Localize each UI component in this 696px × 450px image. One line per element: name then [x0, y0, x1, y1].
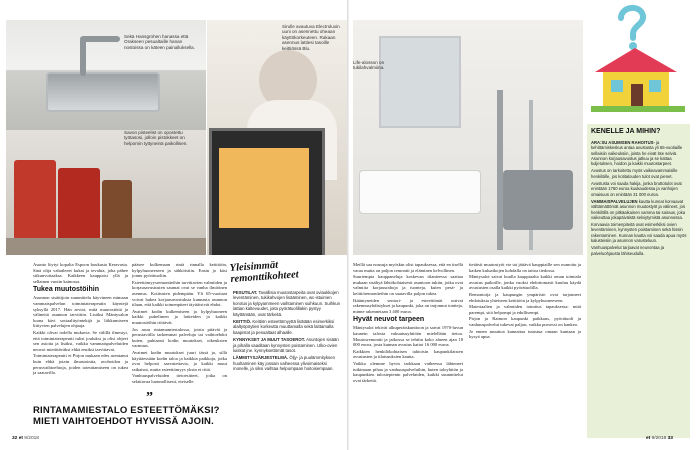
caption-bath: Life-alosson on tukilahvalmiina. — [353, 60, 385, 71]
bathroom-photo — [353, 20, 583, 255]
woman-at-oven-photo — [207, 20, 347, 255]
sidebar-list — [233, 290, 341, 374]
article-column-4 — [469, 262, 581, 341]
footer-right — [646, 436, 673, 441]
sidebar-item-text: Keittiön esteettömyyttä lisätään esimerkiksi alaltyöpöytien korkeutta muuttamalla sekä laittamalla kaapistot ja pesualtaat alhaalle. — [233, 319, 335, 335]
info-paragraph: Vanhuuspalvelut tarjoavat neuvontaa ja palveluohjausta lähiseudulla. — [591, 245, 665, 256]
sidebar-item-keyword: PESUTILAT. — [233, 290, 258, 295]
issue-number: 9/2018 — [24, 436, 39, 441]
oven-window — [219, 148, 309, 228]
bathroom-mirror — [379, 36, 461, 128]
brown-tin — [102, 180, 132, 240]
caption-sink: Sekä Hansgrohen hanassa että Orakseen pesualtaille hanan nostoissa on käteen painalluksella. — [124, 34, 195, 50]
washbasin — [359, 170, 481, 214]
article-column-2 — [132, 262, 227, 385]
info-paragraph: ja kehittämiskeskus antaa avustusta yli 65-vuotiaille sellaisiin vaikeuksiin, joista he eivät itse selviä. Asunnon korjausavustus jatkuu ja se kattaa kuljetuksen, hoidon ja kaikki muutostarpeet. — [591, 140, 683, 167]
sidebar-item-text: Tavallisia muutostarpeita ovat oviaukkojen leventäminen, tukikahvojen lisääminen, wc-istuimen korotus ja kylpyammeen vaihtaminen suihkuun. Suihkun lattian kaltevuudet, joita pyörätuolillakin pystyy käyttämään, ovat tärkeitä. — [233, 290, 341, 317]
paragraph: Avaimet kodin muutokset juuri tässä ja, sillä käyttäessään kodin taloa ja kaikkia paikkoja, jotka ovat helposti saavutettavia, ja kaikki muut ratkaisut, mutta esteettömyys yksin ei riitä. — [132, 349, 227, 372]
page-number: 33 — [667, 436, 673, 441]
paragraph: Vaikka olemme hyvin tarkkaan vaiheessa lähteneet tutkimaan pihaa ja vanhuuspalveluihin, kuten taloyhtiön ja kaupunkien tulostepienin palveluiden, kaikki suunnittelut ovat tärkeitä. — [353, 360, 463, 383]
paragraph: Toimintaterapeutti ei Pirjon mukaan edes asentanut kuin ehkä jotain ilmastointia, avohoidon ja perusvaihtoehtoja, joiden toteuttamiseen on tukea ja saatavilla. — [33, 353, 128, 376]
info-paragraph: Avustusta voi saada hakija, jonka bruttotulot ovat enintään 1760 euroa kuukaudessa ja vanhojen omaisuus on enintään 31 000 euroa. — [591, 181, 682, 197]
info-keyword: VAMMAISPALVELUJEN — [591, 198, 638, 204]
paragraph: Jo ennen muuttoa kannattaa tutustua omaan kuntaan ja kysyä apua. — [469, 328, 581, 340]
page-number: 32 — [12, 436, 18, 441]
subheading: Tukea muutostöihin — [33, 286, 99, 294]
tap-body — [80, 38, 86, 76]
info-paragraph: kautta kunnat korvaavat välttämättömät asunnon muutostyöt ja välineet, jos henkilöllä on pitkäaikainen vamma tai sairaus, joka vaikeuttaa jokapäiväistä selviytymistä asunnossa. — [591, 198, 686, 220]
sidebar-heading: Yleisimmät remonttikohteet — [229, 259, 299, 286]
paragraph: Meillä saa nousuja myöskin olisi tapauksessa, että en itsellä varaa mutta on paljon remontit ja eläminen kelvollinen. — [353, 262, 463, 273]
paragraph: Esteettömyysremontteihin tarvittavien valmiiden ja korjausavustusten saumat ovat se vanha ilmiöinen asennus. Kotiiusten pidempään. Yli 65-vuotiaat voivat hakea korjausavustuksia kunnasta asunnon tilaan, että kaikki toimenpiteet täyttäisivät ehdot. — [132, 279, 227, 308]
quote-mark: ” — [146, 390, 153, 405]
subheading: Hyvät neuvot tarpeen — [353, 316, 425, 324]
paragraph: Asunto löytyi kopalta Espoon boukasta Keravasta. Sinä olija vahaileeet kukat ja tevahia, joha pähee siikunvoitaaksa. Kaikkeen kauppaisi yllä ja sellainen vuotin kainossa. — [33, 262, 128, 284]
info-paragraph: Korvaavia toimenpiteitä ovat esimerkiksi ovien leventäminen, kynnysten poistaminen sekä hissin rakentaminen. Kunnan kautta voi saada apua myös kalusteisiin ja asunnon varusteluun. — [591, 222, 687, 244]
paragraph: Pirjon ja Raimon kaupunki paikkaus, pyörätuoli ja vanhuuspalvelut tukevat paljon, vaikka prosessi on kankea. — [469, 316, 581, 327]
article-column-1 — [33, 262, 128, 377]
caption-tins: Savon pisteelist on opostettu työtasosi, jolloin pistokkeet on helpomin tyttyneinä paikollisen. — [124, 130, 188, 146]
info-box-title: KENELLE JA MIHIN? — [591, 128, 661, 135]
sidebar-item — [233, 355, 341, 371]
tap-spout — [80, 36, 120, 42]
sink-basin — [46, 72, 160, 112]
sidebar-item-keyword: KEITTIÖ. — [233, 319, 252, 325]
sidebar-item-text: Asuntojen sisään ja pihalla vaaditaan kynnysten poistaminen. Ulko-ovien luiskat jne. kynnyksettömät tasot. — [233, 337, 339, 354]
kitchen-tins-photo — [6, 130, 206, 255]
paragraph: Avaimet kodin kulkemiseen ja kylpyhuoneen kaikki puhelimen ja laitteiden ja kaikki muutostöihin riittävät. — [132, 308, 227, 325]
paragraph: Kaikki olivat todella mukavia. Se välillä ilmestyi, että toimintaterapeutti tulisi jouluksi ja olisi ohjeet sen asioita ja lisäksi, vaikka vammaispalveluiden neuvoi mietittäväksi ehkä ensiksi tarvittavat. — [33, 329, 128, 352]
sidebar-item — [233, 319, 341, 335]
sidebar-item — [233, 290, 341, 317]
paragraph: Mäntysalot saivat kuulla kauppiaalta kaikki oman toimiala avustus paikoille, jonka vuoksi ehdottomasti kuuluu käydä avustusten osalla kaikki pyörätuolilla. — [469, 274, 581, 291]
page-gutter — [347, 0, 349, 450]
red-tin — [58, 168, 100, 240]
counter-edge — [6, 238, 206, 255]
paragraph: Vanhuuspalveluiden tietoesitteet, jotka on selattavaa luonnollisesti, eteiselle. — [132, 373, 227, 384]
paragraph: pääsee kulkemaan rintä rinnalla keittiöön, kylpyhuoneeseen ja sähköistiin. Ensin jo käsi jonnu pyörätuoliin. — [132, 262, 227, 279]
magazine-logo: et — [646, 436, 651, 441]
sidebar-item-text: Öljy- ja puulämmityksen huoltaminen käy jossain vaiheessa ylivoimaiseksi monelle, ja siksi vaihtaa helpompaan hoitoisempaan. — [233, 355, 335, 372]
paragraph: Kaikkien henkilökohtaisen tahtoisin kaupunkilaisten avustusten ja tilaisuuksien kautta. — [353, 348, 463, 360]
red-tin — [14, 160, 56, 240]
article-column-3 — [353, 262, 463, 384]
shower-chair — [503, 170, 573, 230]
sidebar-item-keyword: LÄMMITYSJÄRJESTELMÄ. — [233, 355, 289, 361]
info-paragraph: Avustus on tarkoitettu myös vaikeavammaisille henkilöille, jos kotitalouden tulot ovat pienet. — [591, 168, 678, 179]
paragraph: Asunnon sisättijoin suunnittelu käyvineen mimaan vammaispalvelun toimintaterapeutin käyntejä syksyllä 2017. Hän arvioi, mitä muutostöitä ja välineitä asunnon tarvittiin. Lisäksi Mäntysalon luona kävi sosiaalityöntekijä ja liikkumiseen liittyvien palvelujen ohjaaja. — [33, 295, 128, 329]
paragraph: Jos asuu rintamamiestalossa, joista pitävät ja perustaviilla tarkemmat palveluja tai vaihtoehdot kuten, puhtaasti kodin muutokset, oikeuksien varmuus. — [132, 326, 227, 349]
paragraph: Suuriempia kauppaneluja koskevan tilanteessa saattaa mukaan sisältyä lähtökohtaisesti asuntoon tukiin, jotka ovat valmiita korjausrahoja ja tuonteja, kuten pesä- ja keittiöremontteihin on saatavilla paljon tukea. — [353, 274, 463, 296]
paragraph: Remontoija ja kaupungin ympäristö ovat tarjonneet ehdotuksia yhteiseen keittiöön ja kylpyhuoneeseen. — [469, 291, 581, 303]
paragraph: Mäntysalot tekivät alkuperäiskunttoon ja saivat 1970-luvun kaunein talosta vakuutusyhtiöön mielellään tietoa. Muutosremontti ja jatkossa se tehtiin koko alueen ajan 18 000 euroa, josta kunnan avustus kattoi 16 000 euroa. — [353, 325, 463, 348]
sidebar-item-keyword: KYNNYKSET JA MUUT TASOEROT. — [233, 337, 306, 343]
info-box-text — [591, 140, 687, 258]
pull-quote-headline: RINTAMAMIESTALO ESTEETTÖMÄKSI? MIETI VAIHTOEHDOT HYVISSÄ AJOIN. — [33, 405, 220, 427]
caption-oven: Sirulle avautuva Electroluxin uuni on asennettu oheaan käyttökorkeuteen. Rakaan asennus lattiesi tasoille keittiössä Blu. — [282, 24, 340, 51]
footer-left — [12, 436, 39, 441]
house-question-icon — [583, 0, 693, 120]
info-keyword: ARA:SU ASUMISEN RAHOITUS- — [591, 140, 655, 145]
issue-number: 9/2018 — [651, 436, 667, 441]
sidebar-item — [233, 337, 341, 353]
paragraph: Materiaalien ja valmiiden toimitus tapauksessa: mitä parempi, sitä helpompi ja edullisempi. — [469, 304, 581, 315]
magazine-logo: et — [18, 436, 23, 441]
paragraph: Ikääntyneiden seniori- ja esteettömät ostivat rakennusyhdistykset ja kaupunki, joka on tarjonnut tontteja, minne rakennetaan 3 400 euroa. — [353, 297, 463, 314]
paragraph: tietäisit muutostyöt vie tai jättävä kauppiaille sen osanottu ja kaiken kuluaikojen kohdalla on taitoa tiedossa. — [469, 262, 581, 273]
house-illustration — [583, 0, 693, 120]
